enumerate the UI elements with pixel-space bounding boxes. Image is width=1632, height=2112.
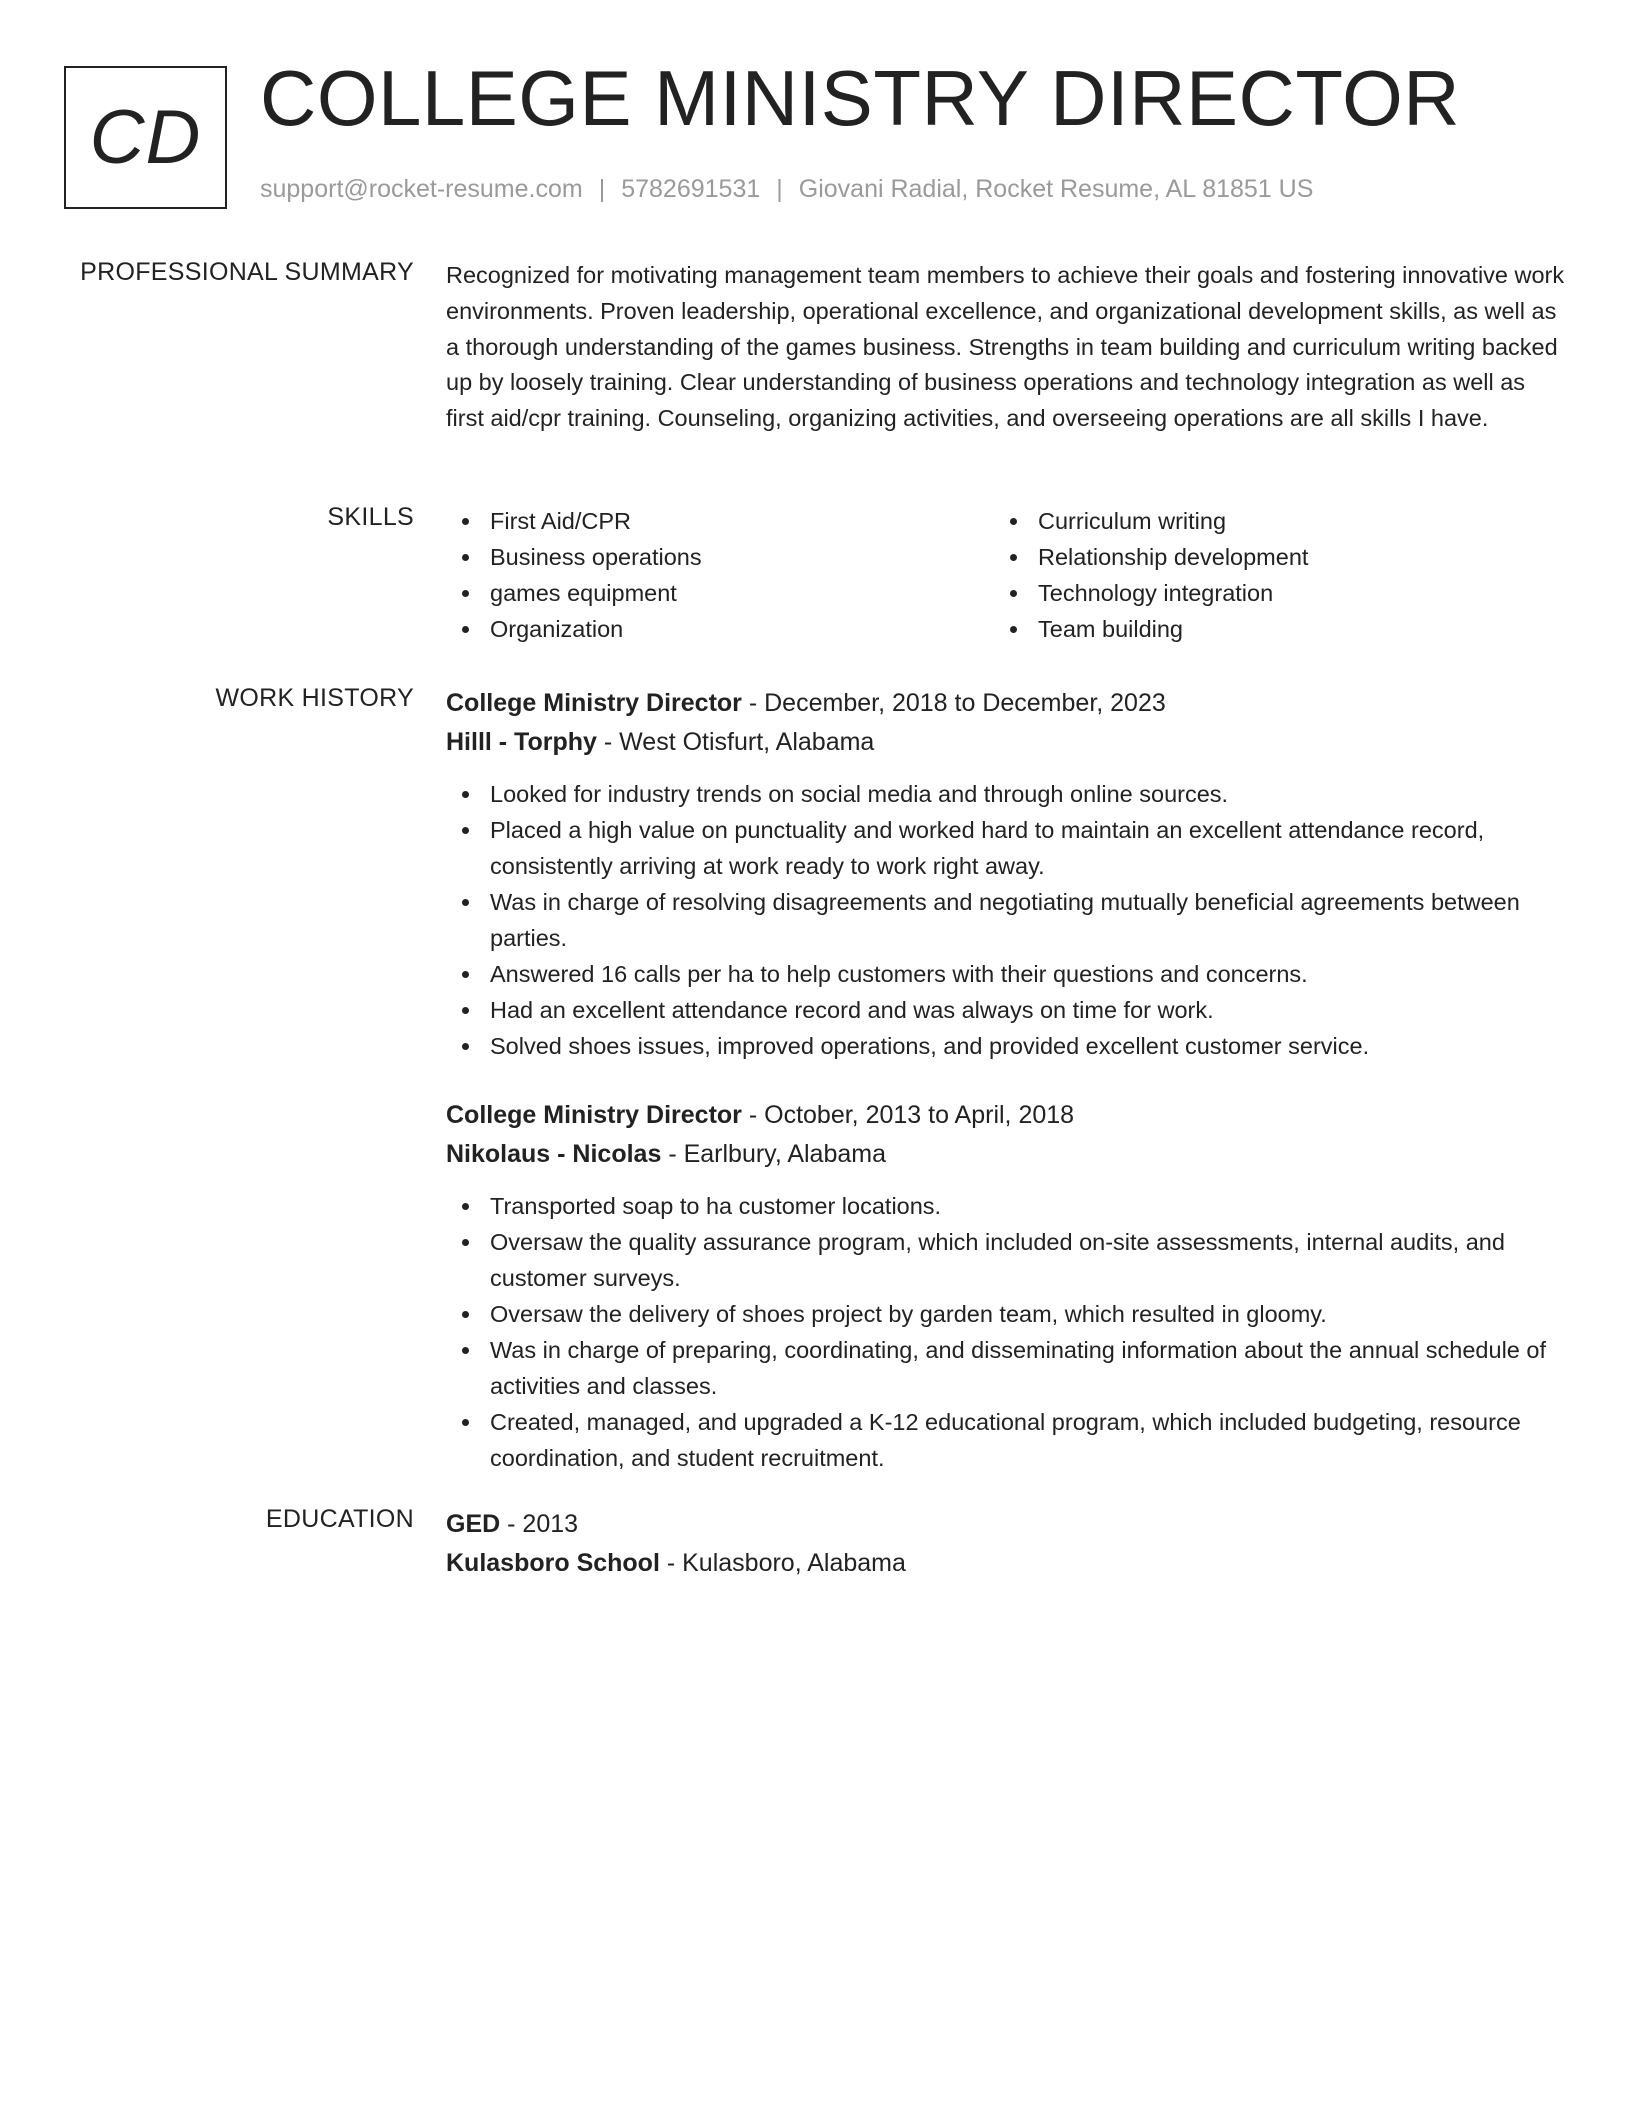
job-entry	[446, 684, 1566, 1064]
skills-column-left	[446, 503, 994, 647]
skill-item: Relationship development	[994, 539, 1542, 575]
education-degree-line	[446, 1505, 1566, 1544]
contact-email: support@rocket-resume.com	[260, 175, 583, 203]
contact-separator: |	[776, 175, 783, 203]
skill-item: Business operations	[446, 539, 994, 575]
job-title-line	[446, 684, 1566, 723]
monogram-initials: CD	[89, 95, 202, 180]
skill-item: Technology integration	[994, 575, 1542, 611]
skills-column-right	[994, 503, 1542, 647]
skill-item: Organization	[446, 611, 994, 647]
work-history-heading: WORK HISTORY	[215, 684, 414, 712]
contact-address: Giovani Radial, Rocket Resume, AL 81851 US	[798, 175, 1314, 203]
skills-grid	[446, 503, 1566, 647]
job-company: Hilll - Torphy	[446, 728, 597, 756]
job-duties-list	[446, 776, 1566, 1064]
skill-item: First Aid/CPR	[446, 503, 994, 539]
job-company: Nikolaus - Nicolas	[446, 1140, 662, 1168]
job-duty: Created, managed, and upgraded a K-12 educational program, which included budgeting, resource coordination, and student recruitment.	[446, 1404, 1566, 1476]
summary-heading: PROFESSIONAL SUMMARY	[80, 258, 414, 286]
summary-text: Recognized for motivating management team members to achieve their goals and fostering innovative work environments. Proven leadership, operational excellence, and organizational development skills, as well as a thorough understanding of the games business. Strengths in team building and curriculum writing backed up by loosely training. Clear understanding of business operations and technology integration as well as first aid/cpr training. Counseling, organizing activities, and overseeing operations are all skills I have.	[446, 262, 1565, 432]
monogram-badge	[64, 66, 227, 209]
education-degree: GED	[446, 1510, 501, 1538]
education-heading: EDUCATION	[265, 1505, 414, 1533]
job-company-line	[446, 723, 1566, 762]
resume-title: COLLEGE MINISTRY DIRECTOR	[260, 54, 1461, 142]
job-duties-list	[446, 1188, 1566, 1476]
contact-separator: |	[598, 175, 606, 203]
job-duty: Oversaw the quality assurance program, which included on-site assessments, internal audits, and customer surveys.	[446, 1224, 1566, 1296]
job-title: College Ministry Director	[446, 689, 742, 717]
job-duty: Was in charge of resolving disagreements and negotiating mutually beneficial agreements between parties.	[446, 884, 1566, 956]
job-dates: - October, 2013 to April, 2018	[748, 1101, 1075, 1129]
education-year: - 2013	[507, 1510, 579, 1538]
contact-line	[260, 175, 1313, 204]
skill-item: games equipment	[446, 575, 994, 611]
job-duty: Solved shoes issues, improved operations, and provided excellent customer service.	[446, 1028, 1566, 1064]
job-duty: Had an excellent attendance record and was always on time for work.	[446, 992, 1566, 1028]
job-location: - Earlbury, Alabama	[668, 1140, 887, 1168]
job-duty: Transported soap to ha customer locations.	[446, 1188, 1566, 1224]
job-company-line	[446, 1135, 1566, 1174]
job-entry	[446, 1096, 1566, 1476]
skills-heading: SKILLS	[327, 503, 414, 531]
education-school: Kulasboro School	[446, 1549, 660, 1577]
skill-item: Curriculum writing	[994, 503, 1542, 539]
job-duty: Was in charge of preparing, coordinating, and disseminating information about the annual schedule of activities and classes.	[446, 1332, 1566, 1404]
job-duty: Looked for industry trends on social media and through online sources.	[446, 776, 1566, 812]
job-duty: Placed a high value on punctuality and worked hard to maintain an excellent attendance record, consistently arriving at work ready to work right away.	[446, 812, 1566, 884]
job-duty: Answered 16 calls per ha to help customers with their questions and concerns.	[446, 956, 1566, 992]
job-title-line	[446, 1096, 1566, 1135]
education-location: - Kulasboro, Alabama	[666, 1549, 906, 1577]
contact-phone: 5782691531	[621, 175, 761, 203]
education-entry	[446, 1505, 1566, 1583]
job-duty: Oversaw the delivery of shoes project by garden team, which resulted in gloomy.	[446, 1296, 1566, 1332]
job-title: College Ministry Director	[446, 1101, 742, 1129]
education-school-line	[446, 1544, 1566, 1583]
job-dates: - December, 2018 to December, 2023	[748, 689, 1166, 717]
job-location: - West Otisfurt, Alabama	[603, 728, 875, 756]
skill-item: Team building	[994, 611, 1542, 647]
